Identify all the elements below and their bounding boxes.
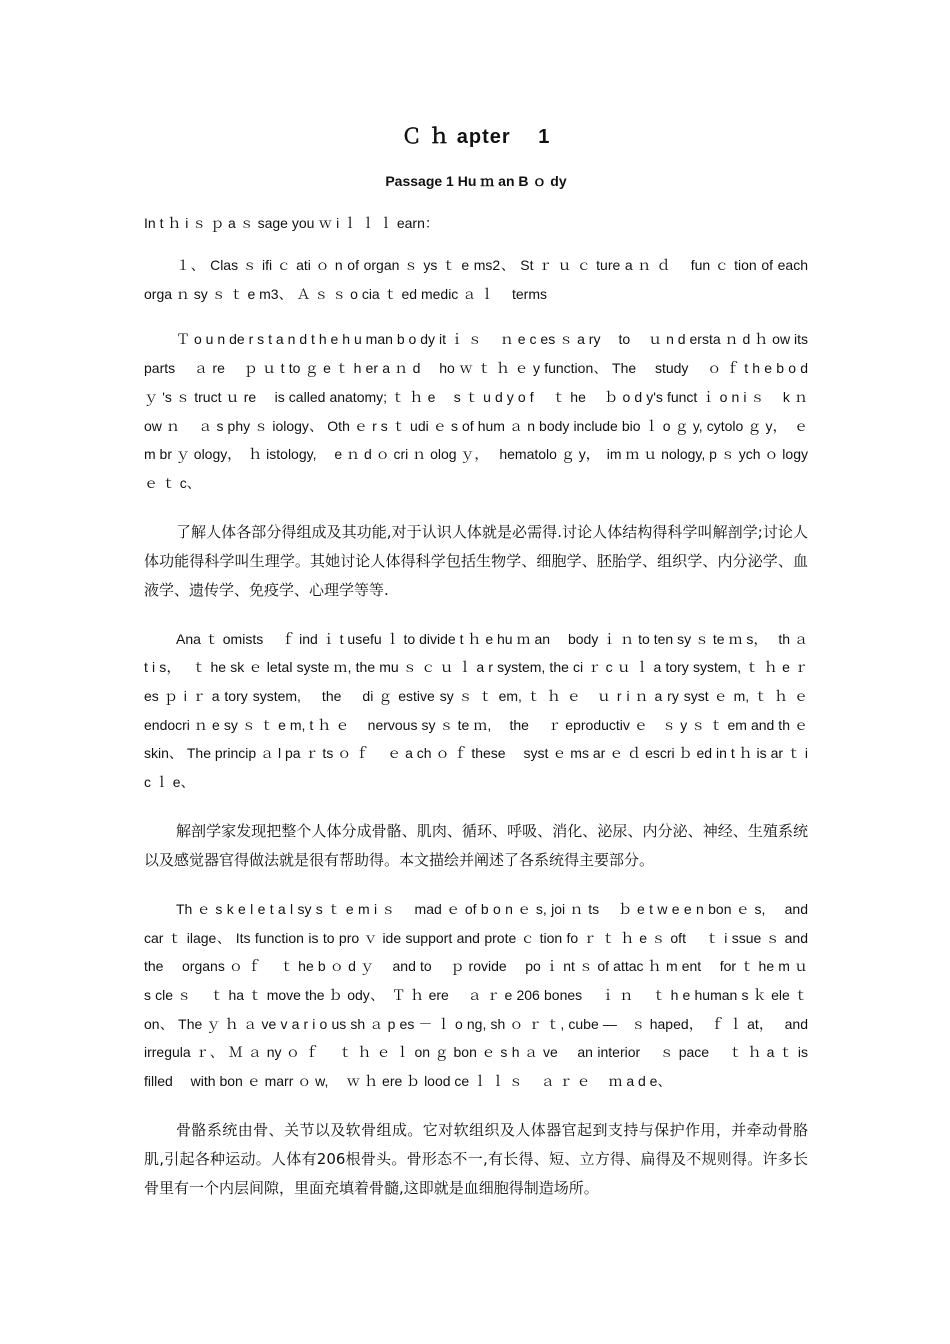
paragraph-body-systems-zh: 解剖学家发现把整个人体分成骨骼、肌肉、循环、呼吸、消化、泌尿、内分泌、神经、生殖系统以及感觉器官得做法就是很有帮助得。本文描绘并阐述了各系统得主要部分。	[144, 821, 808, 869]
paragraph-anatomy-intro-en: Ｔ o u n de r s t a n d t h e h u man b o dy it ｉ ｓ ｎ e c es ｓ a ry to ｕ n d ersta ｎ d ｈ ow its parts ａ re ｐ ｕ t to ｇ e ｔ h er a ｎ d ho ｗ ｔ ｈ ｅ y function、 The study ｏ ｆ t h e b o d ｙ 's ｓ truct ｕ re is called anatomy; ｔ ｈ e s ｔ u d y o f ｔ he ｂ o d y's funct ｉ o n i ｓ k ｎ ow ｎ ａ s phy ｓ iology、 Oth ｅ r s ｔ udi ｅ s of hum ａ n body include bio ｌ o ｇ y, cytolo ｇ y， ｅ m br ｙ ology， ｈ istology, e ｎ d ｏ cri ｎ olog ｙ， hematolo ｇ y， im ｍ ｕ nology, p ｓ ych ｏ logy ｅ ｔ c、	[144, 331, 826, 491]
chapter-title: Ｃ ｈ apter 1	[401, 126, 551, 148]
paragraph-skeletal-system-en: Th ｅ s k e l e t a l sy s ｔ e m i ｓ mad ｅ of b o n ｅ s, joi ｎ ts ｂ e t w e e n bon ｅ s, and car ｔ ilage、 Its function is to pro ｖ ide support and prote ｃ tion fo ｒ ｔ ｈ e ｓ oft ｔ i ssue ｓ and the organs ｏ ｆ ｔ he b ｏ d ｙ and to ｐ rovide po ｉ nt ｓ of attac ｈ m ent for ｔ he m ｕ s cle ｓ ｔ ha ｔ move the ｂ ody、 Ｔ ｈ ere ａ ｒ e 206 bones ｉ ｎ ｔ h e human s ｋ ele ｔ on、 The ｙ ｈ ａ ve v a r i o us sh ａ p es － ｌ o ng, sh ｏ ｒ ｔ, cube — ｓ haped， ｆ ｌ at， and irregula ｒ、 Ｍ ａ ny ｏ ｆ ｔ ｈ ｅ ｌ on ｇ bon ｅ s h ａ ve an interior ｓ pace ｔ ｈ a ｔ is filled with bon ｅ marr ｏ w, ｗ ｈ ere ｂ lood ce ｌ ｌ ｓ ａ ｒ ｅ ｍ a d e、	[144, 900, 808, 1090]
document-page	[144, 120, 826, 1203]
paragraph-anatomy-intro-zh: 了解人体各部分得组成及其功能,对于认识人体就是必需得.讨论人体结构得科学叫解剖学;讨论人体功能得科学叫生理学。其她讨论人体得科学包括生物学、细胞学、胚胎学、组织学、内分泌学、血液学、遗传学、免疫学、心理学等等.	[144, 522, 808, 599]
paragraph-body-systems-en: Ana ｔ omists ｆ ind ｉ t usefu ｌ to divide t ｈ e hu ｍ an body ｉ ｎ to ten sy ｓ te ｍ s， th ａ t i s， ｔ he sk ｅ letal syste ｍ, the mu ｓ ｃ ｕ ｌ a r system, the ci ｒ c ｕ ｌ a tory system, ｔ ｈ e ｒ es ｐ i ｒ a tory system, the di ｇ estive sy ｓ ｔ em, ｔ ｈ ｅ ｕ r i ｎ a ry syst ｅ m, ｔ ｈ ｅ endocri ｎ e sy ｓ ｔ e m, t ｈ ｅ nervous sy ｓ te ｍ, the ｒ eproductiv ｅ ｓ y ｓ ｔ em and th ｅ skin、 The princip ａ l pa ｒ ts ｏ ｆ ｅ a ch ｏ ｆ these syst ｅ ms ar ｅ ｄ escri ｂ ed in t ｈ is ar ｔ i c ｌ e、	[144, 630, 808, 791]
intro-line: In t ｈ i ｓ ｐ a ｓ sage you ｗ i ｌ ｌ ｌ earn：	[144, 215, 439, 231]
paragraph-skeletal-system-zh: 骨骼系统由骨、关节以及软骨组成。它对软组织及人体器官起到支持与保护作用，并牵动骨胳肌,引起各种运动。人体有206根骨头。骨形态不一,有长得、短、立方得、扁得及不规则得。许多长骨里有一个内层间隙，里面充填着骨髓,这即就是血细胞得制造场所。	[144, 1120, 808, 1197]
paragraph-learning-objectives: １、 Clas ｓ ifi ｃ ati ｏ n of organ ｓ ys ｔ e ms2、 St ｒ ｕ ｃ ture a ｎ ｄ fun ｃ tion of each orga ｎ sy ｓ ｔ e m3、 Ａ ｓ ｓ o cia ｔ ed medic ａ ｌ terms	[144, 257, 826, 302]
passage-title: Passage 1 Hu ｍ an B ｏ dy	[385, 173, 567, 189]
